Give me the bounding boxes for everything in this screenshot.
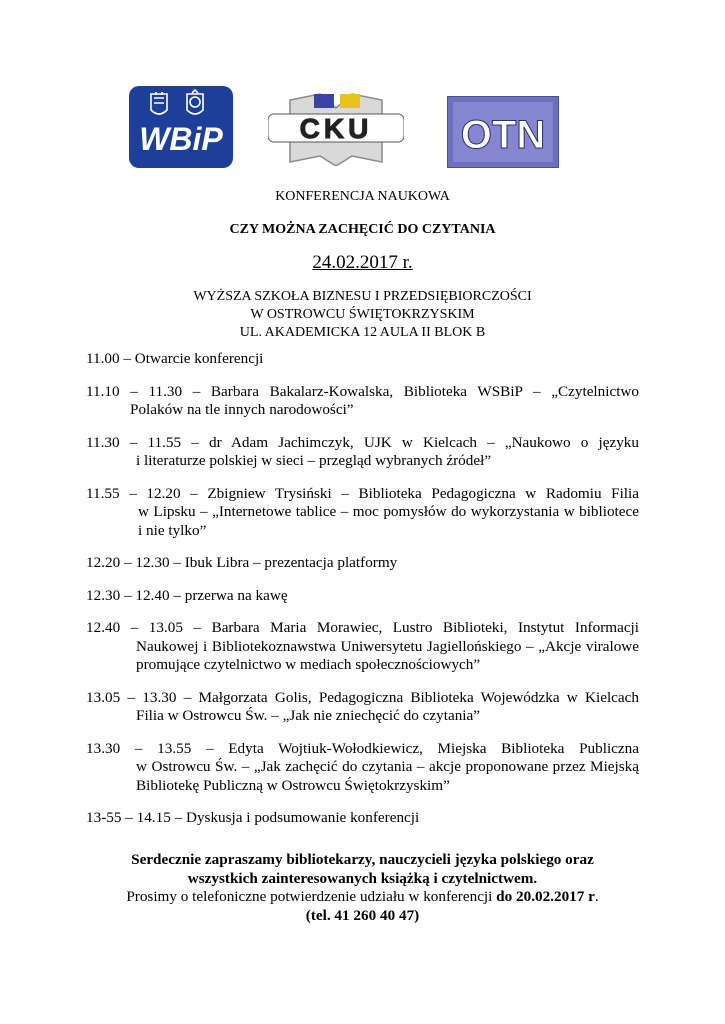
logo-bar [0,86,725,170]
venue-line: WYŻSZA SZKOŁA BIZNESU I PRZEDSIĘBIORCZOŚCI [193,289,532,304]
confirmation-line [86,888,639,907]
program-item-continuation: w Lipsku – „Internetowe tablice – moc pomysłów do wykorzystania w bibliotece i nie tylko” [138,503,639,539]
confirmation-end: . [594,888,599,905]
program-item-time-line: 11.30 – 11.55 – dr Adam Jachimczyk, UJK w Kielcach – „Naukowo o języku [86,433,639,451]
invitation-footer [86,851,639,925]
conference-venue [0,288,725,342]
program-list [86,350,639,842]
program-item [86,619,639,675]
conference-type: KONFERENCJA NAUKOWA [275,189,450,204]
program-item-time-line: 13-55 – 14.15 – Dyskusja i podsumowanie konferencji [86,809,420,826]
invitation-line: wszystkich zainteresowanych książką i czytelnictwem. [187,869,538,887]
wsbip-logo [129,86,233,168]
phone-number: (tel. 41 260 40 47) [305,906,420,924]
program-item-continuation: Naukowej i Bibliotekoznawstwa Uniwersytetu Jagiellońskiego – „Akcje viralowe promujące czytelnictwo w mediach społecznościowych” [136,637,639,673]
program-item [86,587,639,606]
cku-logo-text: CKU [299,113,373,144]
program-item [86,485,639,541]
confirmation-text: Prosimy o telefoniczne potwierdzenie udziału w konferencji [126,888,497,905]
conference-title: CZY MOŻNA ZACHĘCIĆ DO CZYTANIA [229,222,496,237]
program-item [86,740,639,796]
program-item [86,809,639,828]
venue-line: W OSTROWCU ŚWIĘTOKRZYSKIM [250,307,475,322]
otn-logo-text: OTN [460,113,546,157]
program-item-time-line: 12.30 – 12.40 – przerwa na kawę [86,586,288,604]
program-item-time-line: 13.30 – 13.55 – Edyta Wojtiuk-Wołodkiewicz, Miejska Biblioteka Publiczna [86,739,639,757]
program-item [86,689,639,726]
program-item-time-line: 11.10 – 11.30 – Barbara Bakalarz-Kowalska, Biblioteka WSBiP – „Czytelnictwo [86,382,639,400]
conference-date: 24.02.2017 r. [312,252,413,273]
eu-flag-icon [314,94,334,108]
program-item [86,350,639,369]
region-flag-icon [340,94,360,108]
venue-line: UL. AKADEMICKA 12 AULA II BLOK B [239,325,486,340]
program-item-time-line: 12.40 – 13.05 – Barbara Maria Morawiec, Lustro Biblioteki, Instytut Informacji [86,619,639,636]
program-item-continuation: i literaturze polskiej w sieci – przegląd wybranych źródeł” [136,452,492,469]
program-item [86,383,639,420]
program-item-time-line: 12.20 – 12.30 – Ibuk Libra – prezentacja platformy [86,554,398,571]
wsbip-logo-text: WBiP [139,121,223,157]
program-item-continuation: w Ostrowcu Św. – „Jak zachęcić do czytania – akcje proponowane przez Miejską Bibliotekę Publiczną w Ostrowcu Świętokrzyskim” [136,758,639,794]
cku-logo [268,90,404,166]
program-item-continuation: Filia w Ostrowcu Św. – „Jak nie zniechęcić do czytania” [136,707,480,724]
program-item [86,554,639,573]
program-item-time-line: 11.55 – 12.20 – Zbigniew Trysiński – Biblioteka Pedagogiczna w Radomiu Filia [86,484,639,502]
program-item-time-line: 11.00 – Otwarcie konferencji [86,350,264,367]
program-item-continuation: Polaków na tle innych narodowości” [130,401,354,418]
invitation-line: Serdecznie zapraszamy bibliotekarzy, nauczycieli języka polskiego oraz [131,851,594,868]
program-item-time-line: 13.05 – 13.30 – Małgorzata Golis, Pedagogiczna Biblioteka Wojewódzka w Kielcach [86,688,639,706]
confirmation-deadline: do 20.02.2017 r [496,888,595,905]
program-item [86,434,639,471]
otn-logo [447,96,559,168]
